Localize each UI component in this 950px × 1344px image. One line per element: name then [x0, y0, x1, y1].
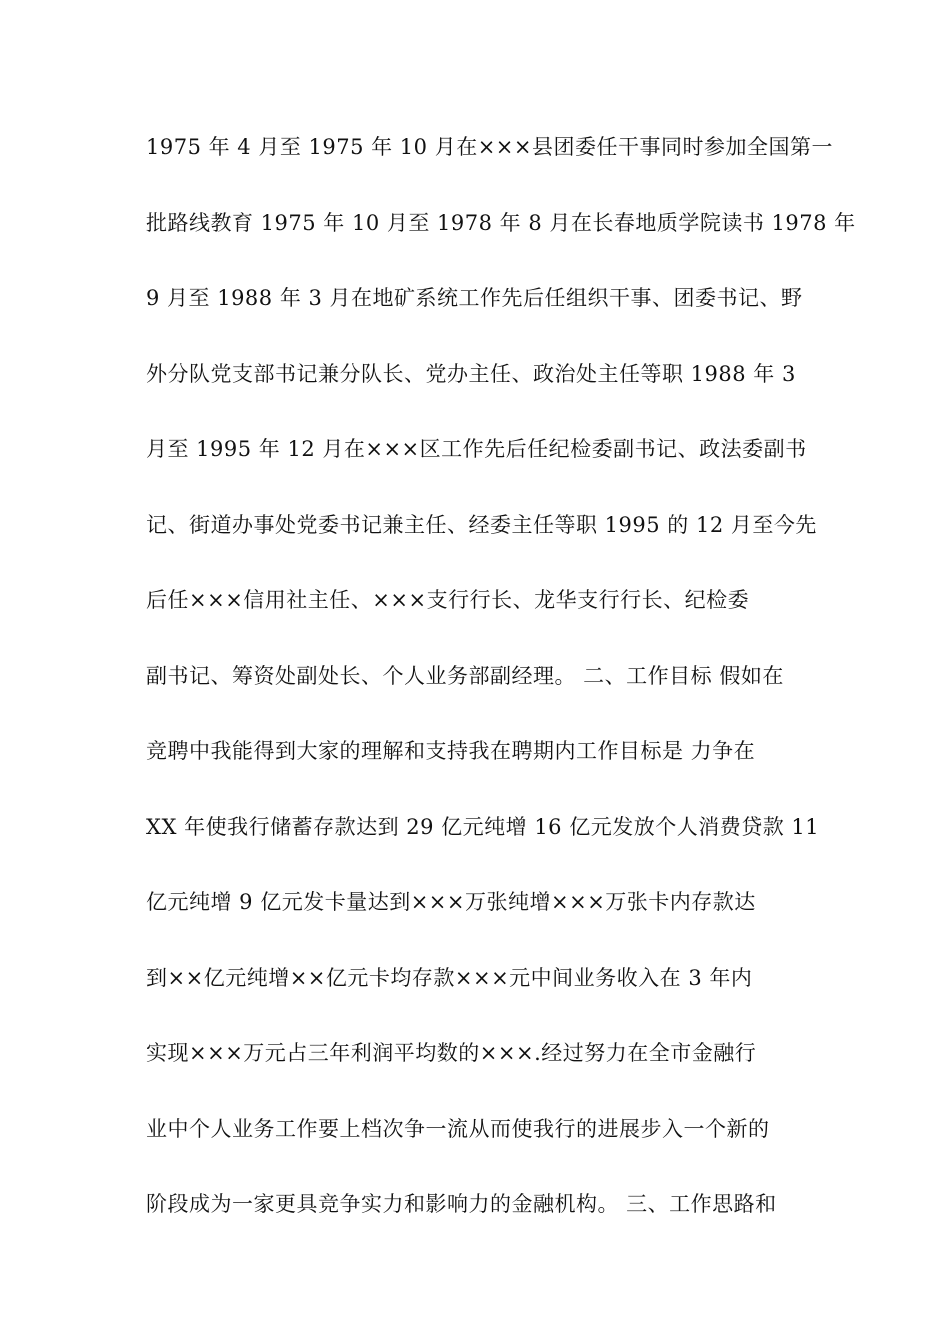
- text-line: 后任×××信用社主任、×××支行行长、龙华支行行长、纪检委: [146, 588, 750, 612]
- text-line: 1975 年 4 月至 1975 年 10 月在×××县团委任干事同时参加全国第一: [146, 135, 833, 159]
- text-line: 亿元纯增 9 亿元发卡量达到×××万张纯增×××万张卡内存款达: [146, 890, 756, 914]
- text-line: 副书记、筹资处副处长、个人业务部副经理。 二、工作目标 假如在: [146, 663, 784, 688]
- text-line: XX 年使我行储蓄存款达到 29 亿元纯增 16 亿元发放个人消费贷款 11: [146, 814, 820, 839]
- text-line: 实现×××万元占三年利润平均数的×××.经过努力在全市金融行: [146, 1041, 757, 1065]
- text-line: 业中个人业务工作要上档次争一流从而使我行的进展步入一个新的: [146, 1116, 770, 1141]
- text-line: 竞聘中我能得到大家的理解和支持我在聘期内工作目标是 力争在: [146, 739, 756, 763]
- body-text: [146, 131, 856, 1264]
- text-line: 月至 1995 年 12 月在×××区工作先后任纪检委副书记、政法委副书: [146, 437, 807, 461]
- text-line: 外分队党支部书记兼分队长、党办主任、政治处主任等职 1988 年 3: [146, 361, 796, 386]
- text-line: 记、街道办事处党委书记兼主任、经委主任等职 1995 的 12 月至今先: [146, 512, 817, 537]
- text-line: 到××亿元纯增××亿元卡均存款×××元中间业务收入在 3 年内: [146, 965, 753, 990]
- text-line: 9 月至 1988 年 3 月在地矿系统工作先后任组织干事、团委书记、野: [146, 286, 803, 310]
- text-line: 批路线教育 1975 年 10 月至 1978 年 8 月在长春地质学院读书 1978 年: [146, 210, 856, 235]
- text-line: 阶段成为一家更具竞争实力和影响力的金融机构。 三、工作思路和: [146, 1192, 777, 1216]
